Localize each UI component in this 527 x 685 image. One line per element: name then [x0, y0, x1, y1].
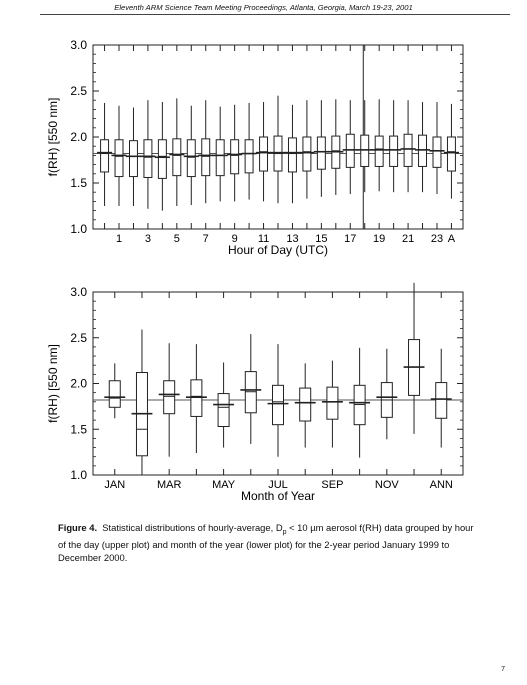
x-tick-label: 17: [344, 233, 357, 245]
box-iqr: [436, 383, 447, 419]
x-tick-label: A: [447, 233, 456, 245]
x-tick-label: 1: [115, 233, 123, 245]
box-whisker-OCT: [349, 348, 370, 458]
x-tick-label: MAY: [212, 479, 236, 491]
x-tick-label: 5: [173, 233, 180, 245]
y-tick-label: 2.0: [70, 376, 87, 391]
box-whisker-JAN: [104, 363, 125, 418]
x-axis-label: Month of Year: [240, 489, 316, 503]
box-iqr: [273, 385, 284, 424]
box-iqr: [109, 381, 120, 408]
box-iqr: [218, 394, 229, 427]
x-tick-label: 11: [257, 233, 270, 245]
x-tick-label: NOV: [374, 479, 399, 491]
x-tick-label: 9: [231, 233, 238, 245]
caption-label: Figure 4: [58, 522, 95, 533]
box-whisker-MAY: [213, 362, 234, 447]
x-tick-label: SEP: [321, 479, 344, 491]
y-tick-label: 2.5: [70, 84, 87, 98]
box-whisker-JUN: [240, 334, 261, 444]
box-iqr: [191, 380, 202, 417]
box-iqr: [327, 387, 338, 419]
box-whisker-ANN: [431, 349, 452, 448]
y-tick-label: 2.5: [70, 330, 87, 345]
y-tick-label: 1.0: [70, 468, 87, 482]
x-tick-label: 23: [430, 233, 444, 245]
x-axis-label: Hour of Day (UTC): [227, 243, 329, 257]
box-iqr: [164, 381, 175, 414]
box-whisker-SEP: [322, 361, 343, 448]
y-tick-label: 3.0: [70, 38, 87, 52]
figure-caption: Figure 4. Statistical distributions of hourly-average, $D_p < 10$ µm aerosol f(RH) data grouped by hour of the day (upper plot) and month of the year (lower plot) for the 2-year period January 1999 to December 2000.: [58, 522, 474, 563]
box-whisker-DEC: [404, 283, 425, 434]
x-tick-label: MAR: [156, 479, 182, 491]
x-tick-label: 21: [401, 233, 415, 245]
page-number: 7: [501, 666, 505, 673]
x-tick-label: 15: [315, 233, 328, 245]
y-axis-label: f(RH) [550 nm]: [46, 97, 60, 177]
y-tick-label: 1.5: [70, 422, 87, 437]
caption-subscript: p: [282, 528, 287, 536]
box-whisker-AUG: [295, 363, 316, 447]
x-tick-label: 7: [202, 233, 209, 245]
running-header: Eleventh ARM Science Team Meeting Proceedings, Atlanta, Georgia, March 19-23, 2001: [114, 3, 413, 12]
x-tick-label: JUL: [268, 479, 288, 491]
y-tick-label: 2.0: [70, 130, 87, 144]
x-tick-label: ANN: [429, 479, 453, 491]
x-tick-label: JAN: [104, 479, 126, 491]
x-tick-label: 3: [144, 233, 151, 245]
y-axis-label: f(RH) [550 nm]: [46, 344, 60, 423]
caption-text-post: < 10 µm aerosol f(RH) data grouped by hour of the day (upper plot) and month of the year (lower plot) for the 2-year period January 1999 to December 2000.: [58, 522, 474, 563]
x-tick-label: 13: [286, 233, 299, 245]
x-tick-label: 19: [373, 233, 386, 245]
caption-text-pre: Statistical distributions of hourly-average, D: [102, 522, 283, 533]
box-iqr: [300, 388, 311, 421]
box-whisker-NOV: [376, 349, 397, 440]
y-tick-label: 1.0: [70, 222, 87, 236]
y-tick-label: 3.0: [70, 285, 87, 299]
y-tick-label: 1.5: [70, 176, 87, 190]
box-whisker-APR: [186, 344, 207, 453]
